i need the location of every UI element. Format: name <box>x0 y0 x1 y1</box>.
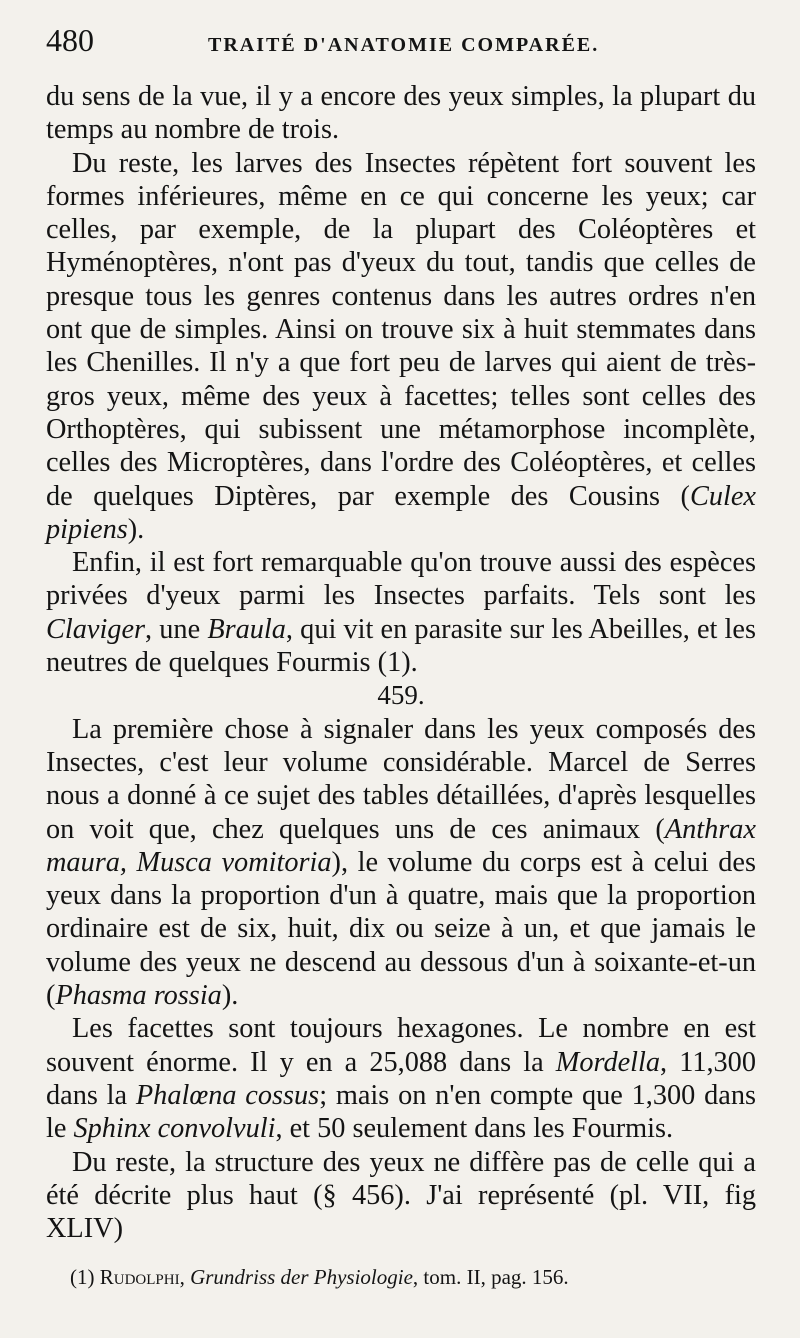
paragraph-1: du sens de la vue, il y a encore des yeux simples, la plupart du temps au nombre de trois. <box>46 81 756 146</box>
running-title: TRAITÉ D'ANATOMIE COMPARÉE. <box>208 34 600 56</box>
page-number: 480 <box>46 22 94 58</box>
species-name: Culex pipiens <box>46 480 756 545</box>
genus-name: Mordella <box>555 1046 661 1078</box>
footnote: (1) Rudolphi, Grundriss der Physiologie, tom. II, pag. 156. <box>70 1265 569 1289</box>
species-name: Phasma rossia <box>55 980 222 1012</box>
page-header <box>46 22 756 80</box>
footnote-marker: (1) <box>70 1265 100 1289</box>
paragraph-5: Les facettes sont toujours hexagones. Le nombre en est souvent énorme. Il y en a 25,088 dans la Mordella, 11,300 dans la Phalœna cossus; mais on n'en compte que 1,300 dans le Sphinx convolvuli, et 50 seulement dans les Fourmis. <box>46 1013 756 1145</box>
footnote-work: Grundriss der Physiologie <box>190 1265 413 1289</box>
species-name: Anthrax maura, Musca vomitoria <box>46 813 756 878</box>
paragraph-6: Du reste, la structure des yeux ne diffère pas de celle qui a été décrite plus haut (§ 456). J'ai représenté (pl. VII, fig XLIV) <box>46 1146 756 1245</box>
genus-name: Braula <box>207 613 286 645</box>
body-text <box>46 80 756 1245</box>
species-name: Phalœna cossus <box>135 1079 320 1111</box>
paragraph-4: La première chose à signaler dans les yeux composés des Insectes, c'est leur volume considérable. Marcel de Serres nous a donné à ce sujet des tables détaillées, d'après lesquelles on voit que, chez quelques uns de ces animaux (Anthrax maura, Musca vomitoria), le volume du corps est à celui des yeux dans la proportion d'un à quatre, mais que la proportion ordinaire est de six, huit, dix ou seize à un, et que jamais le volume des yeux ne descend au dessous d'un à soixante-et-un (Phasma rossia). <box>46 713 757 1012</box>
footnote-author: Rudolphi <box>99 1265 180 1289</box>
section-number: 459. <box>377 680 425 711</box>
paragraph-3: Enfin, il est fort remarquable qu'on trouve aussi des espèces privées d'yeux parmi les Insectes parfaits. Tels sont les Claviger, une Braula, qui vit en parasite sur les Abeilles, et les neutres de quelques Fourmis (1). <box>46 547 756 679</box>
species-name: Sphinx convolvuli <box>73 1113 276 1145</box>
genus-name: Claviger <box>46 613 146 645</box>
paragraph-2: Du reste, les larves des Insectes répètent fort souvent les formes inférieures, même en ce qui concerne les yeux; car celles, par exemple, de la plupart des Coléoptères et Hyménoptères, n'ont pas d'yeux du tout, tandis que celles de presque tous les genres contenus dans les autres ordres n'en ont que de simples. Ainsi on trouve six à huit stemmates dans les Chenilles. Il n'y a que fort peu de larves qui aient de très-gros yeux, même des yeux à facettes; telles sont celles des Orthoptères, qui subissent une métamorphose incomplète, celles des Microptères, dans l'ordre des Coléoptères, et celles de quelques Diptères, par exemple des Cousins (Culex pipiens). <box>46 147 756 545</box>
